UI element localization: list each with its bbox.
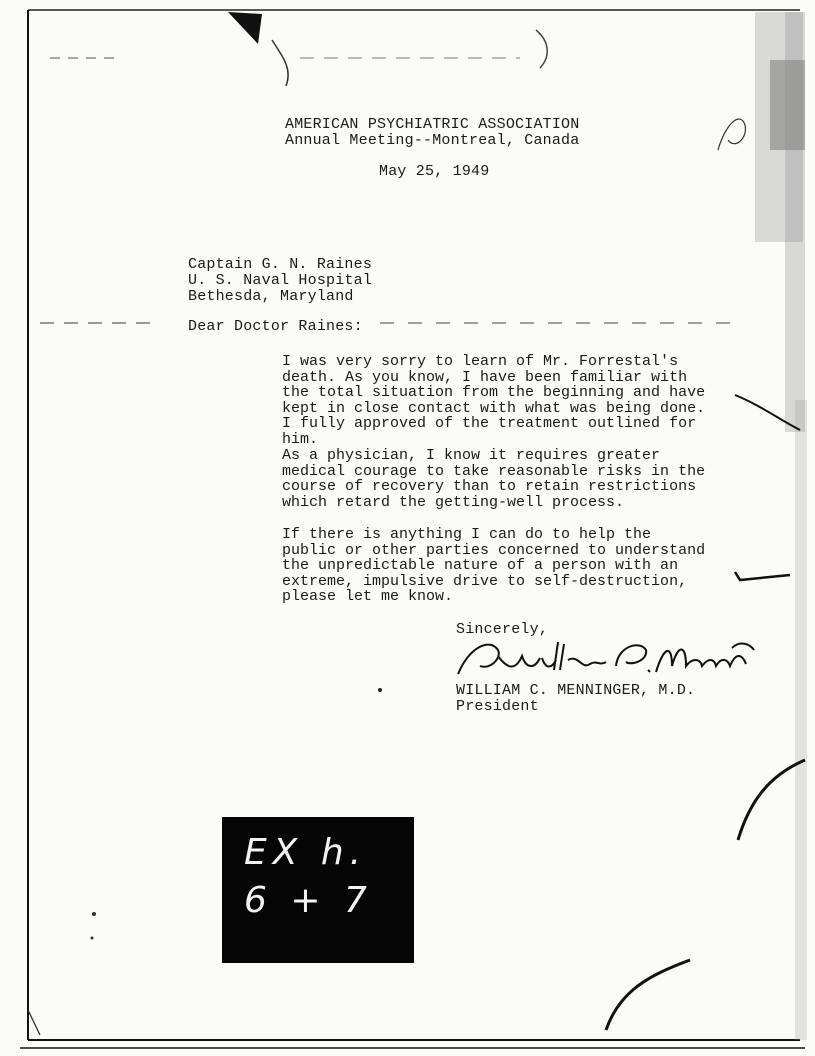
paragraph-3-text: If there is anything I can do to help the public or other parties concerned to understand the unpredictable nature of a person with an extreme, impulsive drive to self-destruction, please let me know. [282, 526, 706, 605]
salutation: Dear Doctor Raines: [188, 318, 363, 335]
recipient-location: Bethesda, Maryland [188, 288, 354, 305]
paragraph-2-text: As a physician, I know it requires greater medical courage to take reasonable risks in the course of recovery than to retain restrictions which retard the getting-well process. [282, 447, 706, 511]
valediction: Sincerely, [456, 621, 549, 638]
letterhead-organization: AMERICAN PSYCHIATRIC ASSOCIATION [285, 116, 580, 133]
signer-title: President [456, 698, 539, 715]
signer-name: WILLIAM C. MENNINGER, M.D. [456, 682, 696, 699]
handwritten-signature [450, 636, 760, 682]
body-paragraph-1 [186, 354, 706, 447]
letter-date: May 25, 1949 [379, 163, 490, 180]
recipient-institution: U. S. Naval Hospital [188, 272, 373, 289]
exhibit-label-line-1: EX h. [244, 832, 368, 873]
body-paragraph-2 [186, 448, 706, 510]
letterhead-event: Annual Meeting--Montreal, Canada [285, 132, 580, 149]
body-paragraph-3 [186, 527, 706, 605]
exhibit-label-line-2: 6 + 7 [244, 880, 373, 921]
recipient-name: Captain G. N. Raines [188, 256, 373, 273]
paragraph-1-text: I was very sorry to learn of Mr. Forrestal's death. As you know, I have been familiar with the total situation from the beginning and have kept in close contact with what was being done. I fully approved of the treatment outlined for him. [282, 353, 706, 448]
